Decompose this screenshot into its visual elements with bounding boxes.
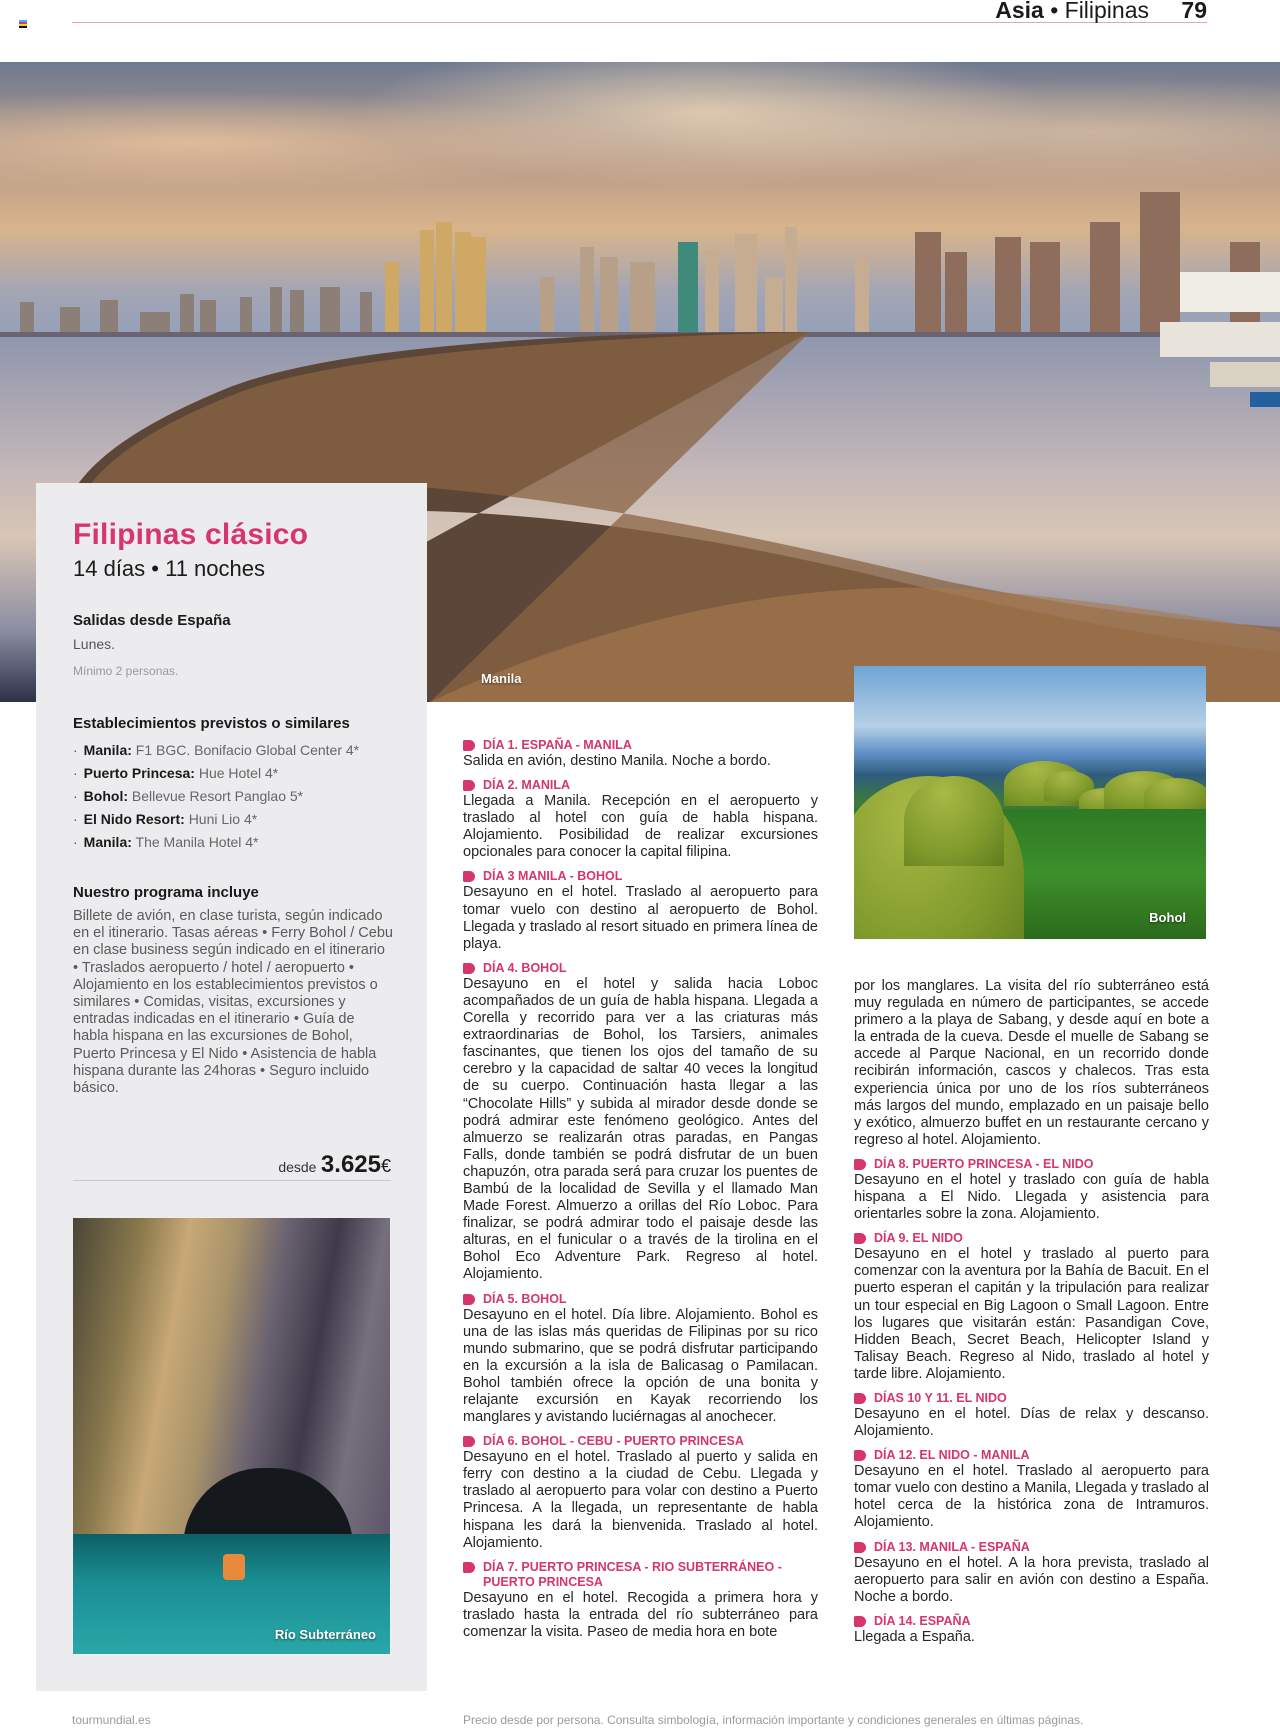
day-text: Desayuno en el hotel y traslado al puerto para comenzar con la aventura por la Bahía de Bacuit. En el puerto esperan el capitán y la tripulación para realizar un tour especial en Big Lagoon o Small Lagoon. Entre los lugares que visitarán están: Pasandigan Cove, Hidden Beach, Secret Beach, Helicopter Island y Talisay Beach. Regreso al Nido, traslado al hotel y tarde libre. Alojamiento. [854, 1246, 1209, 1382]
includes-heading: Nuestro programa incluye [73, 884, 259, 901]
hotel-item: · Manila: The Manila Hotel 4* [73, 834, 259, 850]
day-title: DÍA 2. MANILA [483, 778, 571, 793]
bullet-marker-icon [463, 963, 475, 974]
departures-heading: Salidas desde España [73, 612, 231, 629]
day-title: DÍA 9. EL NIDO [874, 1231, 963, 1246]
departures-days: Lunes. [73, 636, 116, 652]
day-title: DÍA 13. MANILA - ESPAÑA [874, 1539, 1030, 1554]
header-country: Filipinas [1064, 0, 1150, 23]
hill [904, 776, 1004, 866]
day-title: DÍAS 10 Y 11. EL NIDO [874, 1390, 1007, 1405]
bullet-marker-icon [463, 780, 475, 791]
boat [223, 1554, 245, 1580]
day-text: Desayuno en el hotel. Día libre. Alojamiento. Bohol es una de las islas más queridas de Filipinas por su rico mundo submarino, que se podrá disfrutar participando en la excursión a la isla de Balicasag o Pamilacan. Bohol también ofrece la opción de una bonita y relajante excursión en Kayak recorriendo los manglares y avistando luciérnagas al anochecer. [463, 1306, 818, 1426]
bullet-marker-icon [463, 740, 475, 751]
hill [1144, 778, 1206, 813]
bullet-marker-icon [854, 1159, 866, 1170]
marina-boats [1150, 262, 1280, 412]
itinerary-day-continued [854, 978, 1209, 1149]
hotel-item: · Puerto Princesa: Hue Hotel 4* [73, 765, 279, 781]
day-title: DÍA 4. BOHOL [483, 960, 567, 975]
cave-caption: Río Subterráneo [274, 1627, 376, 1642]
day-text: Salida en avión, destino Manila. Noche a bordo. [463, 753, 771, 769]
itinerary-column-1 [463, 738, 818, 1649]
trip-duration: 14 días • 11 noches [73, 556, 265, 581]
price-amount: 3.625 [320, 1151, 381, 1178]
print-registration-mark [19, 20, 27, 28]
day-text: Desayuno en el hotel. Traslado al aeropuerto para tomar vuelo con destino a Manila, Llegada y traslado al hotel cerca de la histórica zona de Intramuros. Alojamiento. [854, 1463, 1209, 1531]
itinerary-day [854, 1157, 1209, 1223]
hotels-heading: Establecimientos previstos o similares [73, 715, 350, 732]
itinerary-day [854, 1614, 1209, 1646]
itinerary-day [854, 1448, 1209, 1531]
day-text: Llegada a España. [854, 1628, 975, 1645]
day-title: DÍA 12. EL NIDO - MANILA [874, 1448, 1030, 1463]
itinerary-day [463, 869, 818, 952]
includes-text: Billete de avión, en clase turista, según indicado en el itinerario. Tasas aéreas • Ferry Bohol / Cebu en clase business según indicado en el itinerario • Traslados aeropuerto / hotel / aeropuerto • Alojamiento en los establecimientos previstos o similares • Comidas, visitas, excursiones y entradas indicadas en el itinerario • Guía de habla hispana en las excursiones de Bohol, Puerto Princesa y El Nido • Asistencia de habla hispana durante las 24horas • Seguro incluido básico. [73, 908, 393, 1097]
bullet-marker-icon [854, 1233, 866, 1244]
bullet-marker-icon [463, 871, 475, 882]
bullet-marker-icon [854, 1616, 866, 1627]
day-text: por los manglares. La visita del río subterráneo está muy regulada en número de participantes, se accede primero a la playa de Sabang, y desde aquí en bote a la entrada de la cueva. Desde el muelle de Sabang se accede al Parque Nacional, en un recorrido donde recibirán información, cascos y chalecos. Tras esta experiencia única por uno de los ríos subterráneos más largos del mundo, emplazado en un paisaje bello y exótico, almuerzo buffet en un restaurante cercano y regreso al hotel. Alojamiento. [854, 978, 1209, 1148]
day-title: DÍA 14. ESPAÑA [874, 1613, 971, 1628]
bullet-marker-icon [463, 1562, 475, 1573]
hotel-item: · El Nido Resort: Huni Lio 4* [73, 811, 258, 827]
hero-caption: Manila [481, 671, 522, 686]
running-header [995, 0, 1207, 23]
bullet-marker-icon [854, 1542, 866, 1553]
day-text: Desayuno en el hotel. Recogida a primera hora y traslado hasta la entrada del río subterráneo para comenzar la visita. Paseo de media hora en bote [463, 1589, 818, 1640]
hotel-item: · Bohol: Bellevue Resort Panglao 5* [73, 788, 304, 804]
trip-title: Filipinas clásico [73, 518, 309, 551]
bullet-marker-icon [854, 1450, 866, 1461]
bullet-marker-icon [854, 1393, 866, 1404]
itinerary-day [463, 1560, 818, 1641]
day-text: Desayuno en el hotel y traslado con guía de habla hispana a El Nido. Llegada y asistencia para orientarles sobre la zona. Alojamiento. [854, 1171, 1209, 1223]
bullet-marker-icon [463, 1436, 475, 1447]
price-divider [73, 1180, 391, 1181]
itinerary-day [854, 1540, 1209, 1606]
price [278, 1151, 391, 1179]
itinerary-day [463, 961, 818, 1284]
itinerary-day [854, 1391, 1209, 1440]
day-title: DÍA 3 MANILA - BOHOL [483, 869, 623, 884]
day-text: Desayuno en el hotel. Traslado al aeropuerto para tomar vuelo con destino al aeropuerto de Bohol. Llegada y traslado al resort situado en primera línea de playa. [463, 884, 818, 952]
day-text: Desayuno en el hotel. A la hora prevista, traslado al aeropuerto para salir en avión con destino a España. Noche a bordo. [854, 1554, 1209, 1605]
itinerary-day [463, 778, 818, 861]
price-currency: € [380, 1156, 391, 1176]
hotel-list [73, 739, 359, 854]
itinerary-day [463, 1434, 818, 1552]
minimum-people: Mínimo 2 personas. [73, 664, 179, 678]
bullet-marker-icon [463, 1294, 475, 1305]
photo-bohol-chocolate-hills [854, 666, 1206, 939]
bohol-caption: Bohol [1149, 910, 1186, 925]
page-number: 79 [1181, 0, 1207, 23]
itinerary-day [463, 738, 818, 770]
day-title: DÍA 5. BOHOL [483, 1291, 567, 1306]
hotel-item: · Manila: F1 BGC. Bonifacio Global Center 4* [73, 742, 360, 758]
itinerary-day [854, 1231, 1209, 1383]
itinerary-column-2 [854, 978, 1209, 1654]
itinerary-day [463, 1292, 818, 1427]
day-title: DÍA 6. BOHOL - CEBU - PUERTO PRINCESA [483, 1434, 744, 1449]
day-title: DÍA 8. PUERTO PRINCESA - EL NIDO [874, 1156, 1094, 1171]
header-separator: • [1050, 0, 1059, 23]
header-region: Asia [995, 0, 1044, 23]
day-text: Llegada a Manila. Recepción en el aeropuerto y traslado al hotel con guía de habla hispana. Alojamiento. Posibilidad de realizar excursiones opcionales para conocer la capital filipina. [463, 793, 818, 861]
day-text: Desayuno en el hotel. Días de relax y descanso. Alojamiento. [854, 1405, 1209, 1440]
day-title: DÍA 7. PUERTO PRINCESA - RIO SUBTERRÁNEO - PUERTO PRINCESA [483, 1559, 782, 1589]
day-text: Desayuno en el hotel. Traslado al puerto y salida en ferry con destino a la ciudad de Cebu. Llegada y traslado al aeropuerto para volar con destino a Puerto Princesa. A la llegada, un representante de habla hispana les dará la bienvenida. Traslado al hotel. Alojamiento. [463, 1449, 818, 1551]
day-title: DÍA 1. ESPAÑA - MANILA [483, 738, 632, 752]
footer-website[interactable]: tourmundial.es [72, 1713, 151, 1727]
trip-info-panel [36, 483, 427, 1691]
day-text: Desayuno en el hotel y salida hacia Loboc acompañados de un guía de habla hispana. Llegada a Corella y recorrido para ver a las criaturas más extraordinarias de Bohol, los Tarsiers, animales fascinantes, que tienen los ojos del tamaño de su cerebro y la capacidad de saltar 40 veces la longitud de su cuerpo. Continuación hasta llegar a las “Chocolate Hills” y subida al mirador desde donde se podrá admirar este fenómeno geológico. Antes del almuerzo se realizarán otras paradas, en Pangas Falls, donde también se podrá disfrutar de un buen chapuzón, otra parada será para cruzar los puentes de Bambú de la localidad de Sevilla y el llamado Man Made Forest. Almuerzo a orillas del Río Loboc. Para finalizar, se podrá admirar todo el paisaje desde las alturas, en el funicular o a través de la tirolina en el Bohol Eco Adventure Park. Regreso al hotel. Alojamiento. [463, 975, 818, 1283]
footer-disclaimer: Precio desde por persona. Consulta simbología, información importante y condiciones generales en últimas páginas. [463, 1713, 1084, 1727]
price-prefix: desde [278, 1159, 317, 1175]
photo-underground-river [73, 1218, 390, 1654]
